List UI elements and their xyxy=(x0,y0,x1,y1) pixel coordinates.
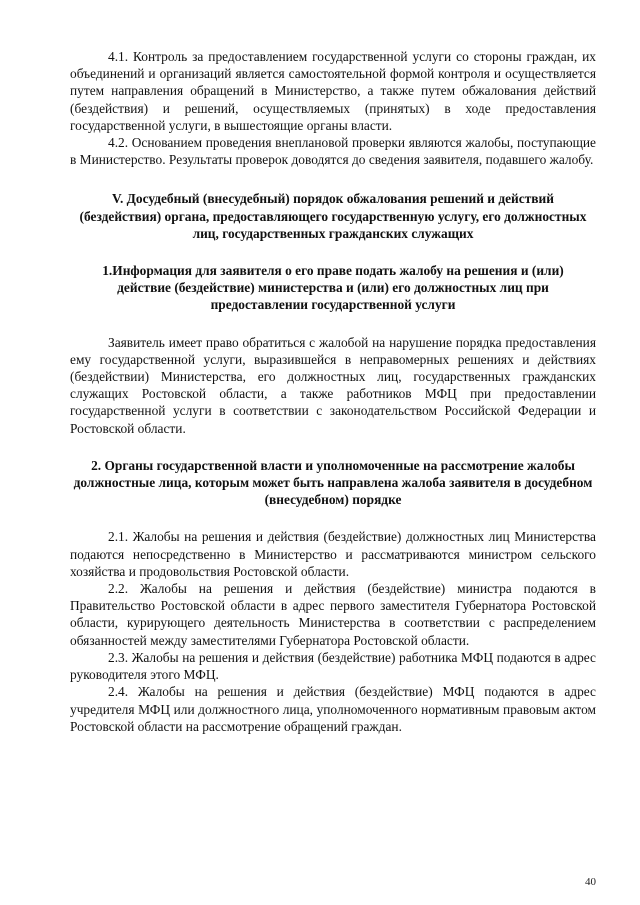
paragraph-2-1: 2.1. Жалобы на решения и действия (бездействие) должностных лиц Министерства подаются непосредственно в Министерство и рассматриваются министром сельского хозяйства и продовольствия Ростовской области. xyxy=(70,529,596,579)
page-number: 40 xyxy=(585,876,596,888)
document-page xyxy=(70,48,596,735)
subsection-1-text: Заявитель имеет право обратиться с жалобой на нарушение порядка предоставления ему государственной услуги, выразившейся в неправомерных решениях и действиях (бездействии) Министерства, его должностных лиц, государственных гражданских служащих Ростовской области, а также работников МФЦ при предоставлении государственной услуги в соответствии с законодательством Российской Федерации и Ростовской области. xyxy=(70,334,596,436)
spacer xyxy=(70,242,596,262)
spacer xyxy=(70,437,596,457)
paragraph-2-4: 2.4. Жалобы на решения и действия (бездействие) МФЦ подаются в адрес учредителя МФЦ или должностного лица, уполномоченного нормативным правовым актом Ростовской области на рассмотрение обращений граждан. xyxy=(70,684,596,734)
paragraph-2-2: 2.2. Жалобы на решения и действия (бездействие) министра подаются в Правительство Ростовской области в адрес первого заместителя Губернатора Ростовской области, курирующего деятельность Министерства в соответствии с распределением обязанностей между заместителями Губернатора Ростовской области. xyxy=(70,581,596,648)
subsection-1-heading: 1.Информация для заявителя о его праве подать жалобу на решения и (или) действие (бездействие) министерства и (или) его должностных лиц при предоставлении государственной услуги xyxy=(102,263,564,313)
spacer xyxy=(70,314,596,334)
subsection-2-heading: 2. Органы государственной власти и уполномоченные на рассмотрение жалобы должностные лица, которым может быть направлена жалоба заявителя в досудебном (внесудебном) порядке xyxy=(73,457,593,508)
section-5-heading: V. Досудебный (внесудебный) порядок обжалования решений и действий (бездействия) органа, предоставляющего государственную услугу, его должностных лиц, государственных гражданских служащих xyxy=(79,191,587,241)
spacer xyxy=(70,168,596,190)
paragraph-2-3: 2.3. Жалобы на решения и действия (бездействие) работника МФЦ подаются в адрес руководителя этого МФЦ. xyxy=(70,649,596,683)
paragraph-4-2: 4.2. Основанием проведения внеплановой проверки являются жалобы, поступающие в Министерство. Результаты проверок доводятся до сведения заявителя, подавшего жалобу. xyxy=(70,135,596,168)
paragraph-4-1: 4.1. Контроль за предоставлением государственной услуги со стороны граждан, их объединений и организаций является самостоятельной формой контроля и осуществляется путем направления обращений в Министерство, а также путем обжалования действий (бездействия) и решений, осуществляемых (принятых) в ходе предоставления государственной услуги, в вышестоящие органы власти. xyxy=(70,49,596,133)
spacer xyxy=(70,508,596,528)
